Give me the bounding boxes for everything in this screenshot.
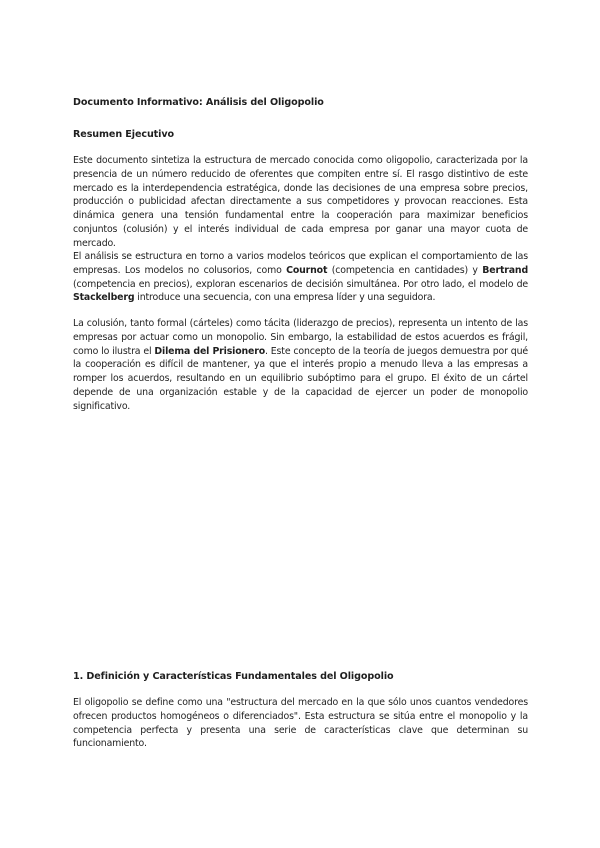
text-span: (competencia en precios), exploran escenarios de decisión simultánea. Por otro lado, el modelo de	[73, 278, 528, 290]
section-1-paragraph: El oligopolio se define como una "estructura del mercado en la que sólo unos cuantos vendedores ofrecen productos homogéneos o diferenciados". Esta estructura se sitúa entre el monopolio y la competencia perfecta y presenta una serie de características clave que determinan su funcionamiento.	[73, 697, 528, 750]
section-1-heading: 1. Definición y Características Fundamentales del Oligopolio	[73, 671, 394, 682]
summary-paragraph-2	[73, 250, 528, 305]
text-span: La colusión, tanto formal (cárteles) como tácita (liderazgo de precios), representa un intento de las empresas por actuar como un monopolio. Sin embargo, la estabilidad de estos acuerdos es frágil, como lo ilustra el	[73, 318, 528, 357]
summary-paragraph-1: Este documento sintetiza la estructura de mercado conocida como oligopolio, caracterizada por la presencia de un número reducido de oferentes que compiten entre sí. El rasgo distintivo de este mercado es la interdependencia estratégica, donde las decisiones de una empresa sobre precios, producción o publicidad afectan directamente a sus competidores y provocan reacciones. Esta dinámica genera una tensión fundamental entre la cooperación para maximizar beneficios conjuntos (colusión) y el interés individual de cada empresa por ganar una mayor cuota de mercado.	[73, 155, 528, 249]
text-span: . Este concepto de la teoría de juegos demuestra por qué la cooperación es difícil de mantener, ya que el interés propio a menudo lleva a las empresas a romper los acuerdos, resultando en un equilibrio subóptimo para el grupo. El éxito de un cártel depende de una organización estable y de la capacidad de ejercer un poder de monopolio significativo.	[73, 345, 528, 412]
term-stackelberg: Stackelberg	[73, 292, 135, 304]
summary-heading: Resumen Ejecutivo	[73, 129, 174, 140]
summary-paragraph-3	[73, 317, 528, 414]
text-span: introduce una secuencia, con una empresa líder y una seguidora.	[134, 292, 436, 304]
term-bertrand: Bertrand	[482, 264, 529, 276]
text-span: El análisis se estructura en torno a varios modelos teóricos que explican el comportamiento de las empresas. Los modelos no colusorios, como	[73, 251, 528, 276]
text-span: (competencia en cantidades) y	[327, 264, 483, 276]
term-prisoners-dilemma: Dilema del Prisionero	[154, 345, 265, 357]
document-title: Documento Informativo: Análisis del Oligopolio	[73, 97, 324, 108]
term-cournot: Cournot	[286, 264, 328, 276]
